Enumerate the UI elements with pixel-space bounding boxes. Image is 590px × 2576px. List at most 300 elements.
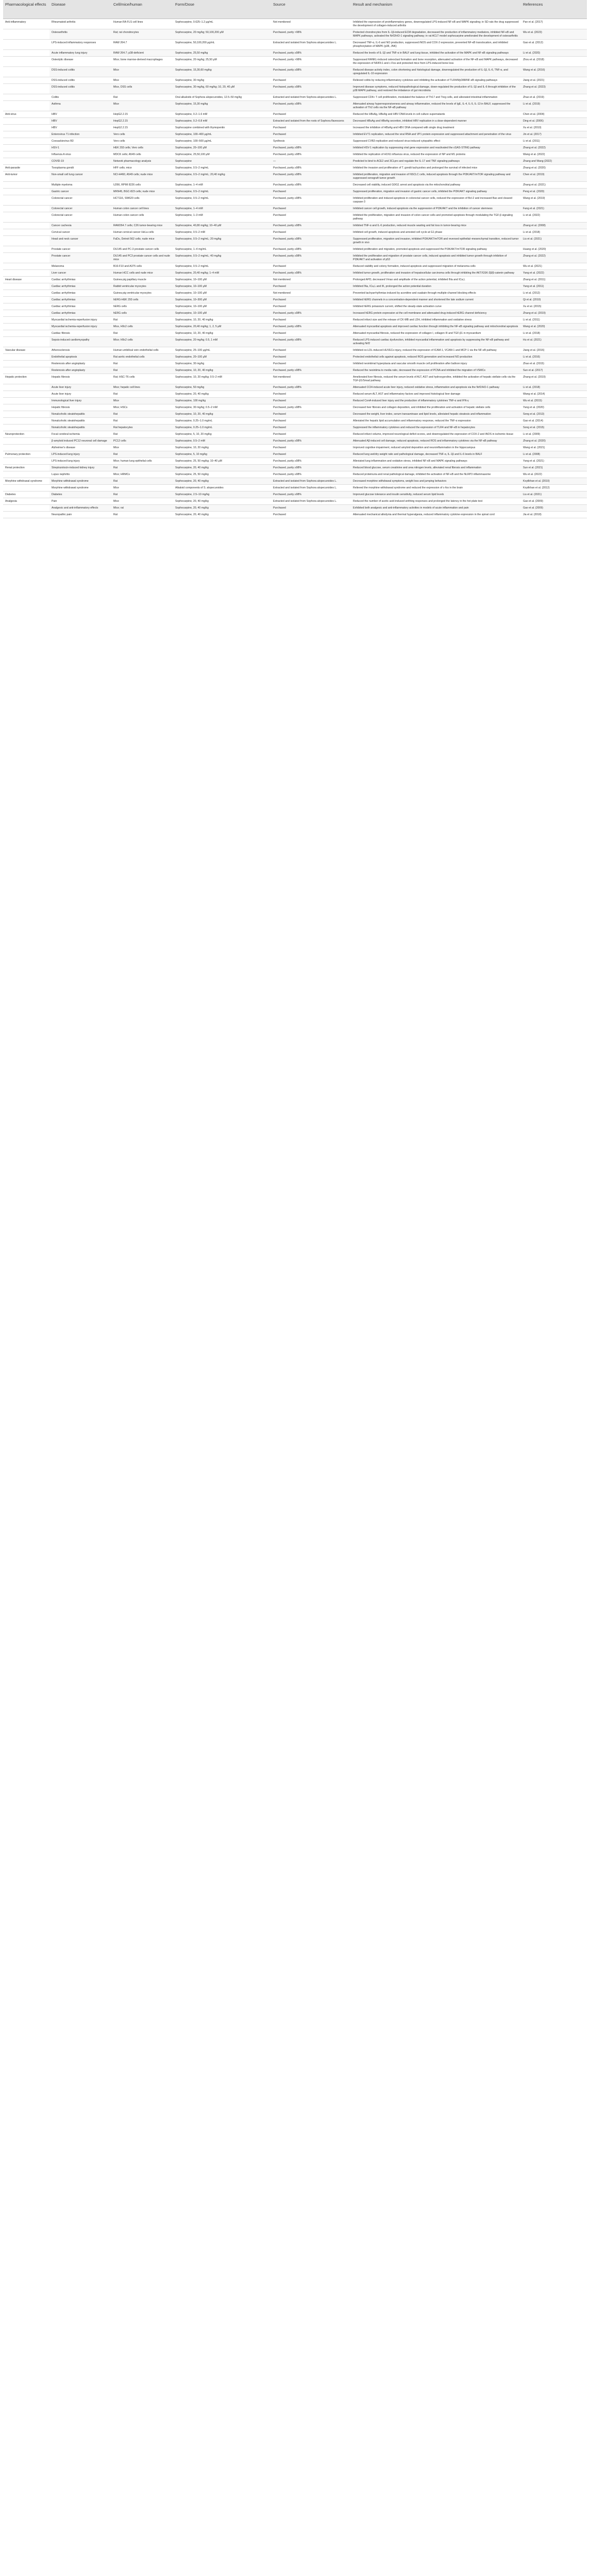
table-cell: Extracted and isolated from Sophora alopecuroides L. [271,485,351,492]
table-cell: Koyilkhan et al. (2012) [521,485,587,492]
table-cell: LPS-induced lung injury [49,451,111,458]
table-cell: Qi et al. (2010) [521,297,587,303]
table-cell: Sophocarpine, 25,50 mg/kg [173,50,271,57]
table-cell: Rat [111,367,173,374]
table-cell: Inhibited the replication of H1N1 influenza virus, reduced the expression of NP and M1 proteins [351,151,521,158]
table-cell: Yang et al. (2021) [521,458,587,465]
table-cell: Toxoplasma gondii [49,165,111,172]
table-row [3,485,587,492]
table-cell: Sophocarpine, 10, 20 mg/kg [173,445,271,451]
table-row [3,310,587,317]
table-cell [3,367,49,374]
table-row [3,246,587,253]
table-cell: Atherosclerosis [49,347,111,354]
table-cell: Rat [111,465,173,471]
table-row [3,391,587,398]
table-row [3,189,587,195]
table-cell: Sophocarpine, 0.5–2 mg/mL [173,165,271,172]
table-row [3,438,587,445]
table-cell: Purchased [271,425,351,431]
table-cell: Zhang et al. (2023) [521,84,587,94]
table-cell: Prostate cancer [49,253,111,263]
table-cell: Zhao et al. (2019) [521,94,587,101]
table-cell: Vero cells [111,138,173,145]
table-cell: Jiang et al. (2016) [521,347,587,354]
table-cell: Purchased [271,111,351,118]
table-cell: Purchased, purity ≥98% [271,223,351,229]
table-cell: Not mentioned [271,277,351,283]
table-cell: Mice [111,101,173,111]
table-cell: Purchased [271,398,351,404]
table-cell [3,425,49,431]
table-cell: Prostate cancer [49,246,111,253]
table-cell: Purchased [271,330,351,337]
table-cell: Suppressed CVB3 replication and reduced virus-induced cytopathic effect [351,138,521,145]
table-cell: Sophocarpine, 0.5–2 mg/mL [173,263,271,270]
table-cell: Gao et al. (2014) [521,418,587,425]
table-row [3,138,587,145]
table-cell: HEK 293 cells; Vero cells [111,145,173,151]
table-cell [3,195,49,206]
table-cell [3,303,49,310]
table-cell: Purchased [271,445,351,451]
table-cell: Inhibited tumor growth, proliferation and invasion of hepatocellular carcinoma cells through inhibiting the AKT/GSK-3β/β-catenin pathway [351,270,521,277]
table-cell: Extracted and isolated from the roots of Sophora flavescens [271,118,351,125]
header-cell: Disease [49,0,111,19]
table-row [3,418,587,425]
table-cell: Sophocarpine, 1–4 mg/mL [173,246,271,253]
table-cell: HBV [49,111,111,118]
table-row [3,158,587,165]
table-cell: Restenosis after angioplasty [49,361,111,367]
table-cell: Protected chondrocytes from IL-1β-induced ECM degradation, decreased the production of inflammatory mediators, inhibited NF-κB and MAPK pathways, activated the Nrf2/HO-1 signaling pathway; in rat ACLT model sophocarpine ameliorated the development of osteoarthritis [351,29,521,40]
table-cell: Cardiac fibrosis [49,330,111,337]
table-row [3,445,587,451]
table-cell: Ameliorated liver fibrosis, reduced the serum levels of ALT, AST and hydroxyproline, inhibited the activation of hepatic stellate cells via the TGF-β1/Smad pathway [351,374,521,384]
table-cell: Wang et al. (2014) [521,391,587,398]
table-cell: Wu et al. (2021) [521,263,587,270]
table-cell: LPS-induced lung injury [49,458,111,465]
table-row [3,297,587,303]
table-cell [3,458,49,465]
table-cell: Non-small cell lung cancer [49,172,111,182]
table-cell: Li et al. (2016) [521,354,587,361]
table-cell: Sophocarpine, 30 mg/kg [173,361,271,367]
table-cell: Sophocarpine, 20, 40 mg/kg [173,505,271,512]
table-cell: Osteoarthritis [49,29,111,40]
table-cell: Osteolytic disease [49,57,111,67]
table-cell: Diabetes [3,492,49,498]
table-cell: HepG2.2.15 [111,125,173,131]
table-row [3,253,587,263]
table-row [3,277,587,283]
table-cell: Mice [111,77,173,84]
table-cell: Not mentioned [271,19,351,29]
table-cell: Sophocarpine, 0.5–2 mg/mL; 40 mg/kg [173,253,271,263]
table-row [3,498,587,505]
table-cell: Streptozotocin-induced kidney injury [49,465,111,471]
table-cell: DU145 and PC3 prostate cancer cells and nude mice [111,253,173,263]
table-cell: Purchased, purity ≥98% [271,50,351,57]
table-cell [3,223,49,229]
table-cell: Purchased [271,411,351,418]
table-cell: Acute inflammatory lung injury [49,50,111,57]
table-cell: Reduced infarct volume, improved neurological deficit scores, and downregulated the expression of COX-2 and iNOS in ischemic tissue [351,431,521,438]
table-cell: Purchased, purity ≥98% [271,471,351,478]
table-cell: Purchased, purity >98% [271,57,351,67]
table-cell: Analgesic and anti-inflammatory effects [49,505,111,512]
table-cell: Morphine withdrawal syndrome [49,478,111,485]
table-cell: Alleviated lung inflammation and oxidative stress, inhibited NF-κB and MAPK signaling pathways [351,458,521,465]
table-cell: Not mentioned [271,290,351,297]
table-cell: Yang et al. (2011) [521,283,587,290]
table-cell: Purchased, purity ≥98% [271,165,351,172]
table-cell: Purchased [271,297,351,303]
table-cell: Sophocarpine, 30 mg/kg [173,77,271,84]
table-cell: Inhibited ox-LDL-induced HUVECs injury, reduced the expression of ICAM-1, VCAM-1 and MCP-1 via the NF-κB pathway [351,347,521,354]
table-cell: Prevented tachyarrhythmias induced by aconitine and ouabain through multiple-channel blocking effects [351,290,521,297]
table-cell: RAW264.7 cells; C26 tumor-bearing mice [111,223,173,229]
table-cell: Rat [111,411,173,418]
table-cell: Ding et al. (2006) [521,118,587,125]
table-cell [3,411,49,418]
table-cell: Purchased [271,212,351,223]
table-cell: HBV [49,125,111,131]
table-cell: Mice; hepatic cell lines [111,384,173,391]
table-cell: Jin et al. (2017) [521,131,587,138]
table-cell: MKN45, BGC-823 cells; nude mice [111,189,173,195]
table-cell: Suppressed RANKL-induced osteoclast formation and bone resorption, attenuated activation of the NF-κB and MAPK pathways, decreased the expression of NFATc1 and c-Fos and protected mice from LPS-induced bone loss [351,57,521,67]
table-cell: U266, RPMI 8226 cells [111,182,173,189]
table-cell: Vascular disease [3,347,49,354]
table-cell [3,471,49,478]
table-cell: Sophocarpine, 10, 20, 40 mg/kg [173,367,271,374]
table-row [3,236,587,246]
table-cell [3,158,49,165]
table-cell: Anti-tumor [3,172,49,182]
table-cell: Reduced proteinuria and renal pathological damage, inhibited the activation of NF-κB and the NLRP3 inflammasome [351,471,521,478]
table-cell: Purchased, purity ≥98% [271,465,351,471]
table-cell: Zhang et al. (2008) [521,223,587,229]
table-cell: Li et al. (2011) [521,317,587,324]
table-cell: Purchased, purity ≥98% [271,182,351,189]
table-cell [3,125,49,131]
table-cell: Attenuated myocardial fibrosis, reduced the expression of collagen I, collagen III and TGF-β1 in myocardium [351,330,521,337]
table-cell [3,290,49,297]
table-cell: Cardiac arrhythmias [49,297,111,303]
table-cell: Inhibited EV71 replication, reduced the viral RNA and VP1 protein expression and suppressed attachment and penetration of the virus [351,131,521,138]
table-cell: Nonalcoholic steatohepatitis [49,411,111,418]
table-cell: Sophocarpine, 10–100 μM [173,303,271,310]
table-cell: Li et al. (2009) [521,431,587,438]
table-cell: Purchased [271,354,351,361]
table-cell: Sophocarpine, 20 mg/kg; 0.5, 1 mM [173,337,271,347]
table-cell: Analgesia [3,498,49,505]
table-cell: Purchased, purity ≥98% [271,367,351,374]
table-cell: MDCK cells; A549 cells [111,151,173,158]
table-row [3,384,587,391]
table-row [3,337,587,347]
table-cell: PC12 cells [111,438,173,445]
table-cell [3,445,49,451]
table-cell: Purchased [271,505,351,512]
table-row [3,361,587,367]
table-cell: Suppressed the inflammatory cytokines and reduced the expression of TLR4 and NF-κB in hepatocytes [351,425,521,431]
table-row [3,283,587,290]
table-cell: Human umbilical vein endothelial cells [111,347,173,354]
table-cell: Increased hERG protein expression at the cell membrane and attenuated drug-induced hERG channel deficiency [351,310,521,317]
table-cell: HepG2.2.15 [111,111,173,118]
table-cell: Human colon cancer cell lines [111,206,173,212]
table-cell: Zhang and Wang (2022) [521,158,587,165]
table-row [3,101,587,111]
table-row [3,425,587,431]
table-cell: Purchased, purity ≥98% [271,246,351,253]
table-cell: Purchased [271,317,351,324]
table-cell: Inhibited neointimal hyperplasia and vascular smooth muscle cell proliferation after balloon injury [351,361,521,367]
table-cell: Rat; rat chondrocytes [111,29,173,40]
table-cell: Relieved colitis by reducing inflammatory cytokines and inhibiting the activation of TLR4/MyD88/NF-κB signaling pathways [351,77,521,84]
table-cell: Inhibited hERG channels in a concentration-dependent manner and shortened the late sodium current [351,297,521,303]
table-cell: Exhibited both analgesic and anti-inflammatory activities in models of acute inflammation and pain [351,505,521,512]
table-cell: Purchased [271,131,351,138]
table-cell: Sophocarpine, 100–500 μg/mL [173,138,271,145]
table-row [3,290,587,297]
table-cell [3,297,49,303]
table-row [3,172,587,182]
table-cell: Alkaloid components of S. alopecuroides [173,485,271,492]
table-cell: Rheumatoid arthritis [49,19,111,29]
table-cell: Reduced the number of acetic acid-induced writhing responses and prolonged the latency in the hot plate test [351,498,521,505]
table-cell [3,418,49,425]
table-cell: Inhibited the expression of proinflammatory genes, downregulated LPS-induced NF-κB and MAPK signaling; in SD rats the drug suppressed the development of collagen-induced arthritis [351,19,521,29]
table-cell [3,101,49,111]
table-row [3,374,587,384]
table-cell: Mice; rat [111,505,173,512]
table-cell: RAW 264.7 [111,40,173,50]
table-cell: Liu et al. (2021) [521,236,587,246]
table-cell: Sophocarpine, 5, 10 mg/kg [173,451,271,458]
table-row [3,195,587,206]
table-cell: Improved cognitive impairment, reduced amyloid deposition and neuroinflammation in the hippocampus [351,445,521,451]
header-cell: Pharmacological effects [3,0,49,19]
table-cell: Sophocarpine, 20, 40 mg/kg [173,478,271,485]
table-cell: Sophocarpine, 100–400 μg/mL [173,131,271,138]
table-cell: Sophocarpine combined with thymopentin [173,125,271,131]
table-cell: Zhang et al. (2011) [521,277,587,283]
table-cell: Purchased [271,347,351,354]
table-cell: Reduced infarct size and the release of CK-MB and LDH, inhibited inflammation and oxidative stress [351,317,521,324]
table-cell: Pulmonary protection [3,451,49,458]
table-cell: Sophocarpine, 20,40 mg/kg; 1, 2, 5 μM [173,324,271,330]
table-cell: Wang et al. (2022) [521,151,587,158]
table-cell: Human cervical cancer HeLa cells [111,229,173,236]
table-cell: Colorectal cancer [49,195,111,206]
table-cell: Xu et al. (2010) [521,125,587,131]
table-cell: Mice; HSCs [111,404,173,411]
table-cell [3,131,49,138]
table-cell: Purchased, purity ≥98% [271,492,351,498]
table-cell: Oral alkaloids of Sophora alopecuroides, 12.5–50 mg/kg [173,94,271,101]
table-cell: Sophocarpine, 5, 10, 20 mg/kg [173,431,271,438]
table-cell [3,50,49,57]
table-cell: Cardiac arrhythmias [49,310,111,317]
table-cell: LPS-induced inflammatory responses [49,40,111,50]
table-cell: Renal protection [3,465,49,471]
table-cell: Purchased [271,512,351,518]
table-cell: Pain [49,498,111,505]
table-row [3,94,587,101]
table-cell: Mice; H9c2 cells [111,337,173,347]
table-cell [3,77,49,84]
table-cell: Restenosis after angioplasty [49,367,111,374]
table-cell: Jiang et al. (2021) [521,77,587,84]
table-cell [3,212,49,223]
table-cell: Wu et al. (2023) [521,29,587,40]
table-cell: Gao et al. (2009) [521,498,587,505]
table-cell: Influenza A virus [49,151,111,158]
table-cell: Suppressed proliferation, migration and invasion, inhibited PI3K/AKT/mTOR and reversed epithelial–mesenchymal transition, reduced tumor growth in vivo [351,236,521,246]
table-cell [3,398,49,404]
table-cell: Gao et al. (2009) [521,505,587,512]
table-row [3,165,587,172]
table-cell: Anti-virus [3,111,49,118]
table-cell: Purchased [271,361,351,367]
table-cell: Prolonged APD, decreased Vmax and amplitude of the action potential, inhibited INa and ICa,L [351,277,521,283]
table-cell: Sophocarpine, 20, 40 mg/kg [173,465,271,471]
table-cell [3,94,49,101]
table-cell: FaDu, Detroit 562 cells; nude mice [111,236,173,246]
table-cell [3,404,49,411]
table-cell: Neuropathic pain [49,512,111,518]
table-row [3,29,587,40]
table-header [3,0,587,19]
table-cell: Improved glucose tolerance and insulin sensitivity, reduced serum lipid levels [351,492,521,498]
table-cell: Cardiac arrhythmias [49,277,111,283]
table-cell: Hepatic protection [3,374,49,384]
table-cell: Coxsackievirus B3 [49,138,111,145]
table-cell: Decreased cell viability, induced G0/G1 arrest and apoptosis via the mitochondrial pathway [351,182,521,189]
header-cell: References [521,0,587,19]
table-row [3,145,587,151]
table-cell [3,206,49,212]
table-cell: Purchased, purity ≥98% [271,337,351,347]
table-cell [3,324,49,330]
table-cell: Purchased, purity ≥98% [271,151,351,158]
table-cell: Extracted and isolated from Sophora alopecuroides L. [271,478,351,485]
table-cell: Vero cells [111,131,173,138]
table-cell: Sophocarpine, 0.2–1.6 mM [173,111,271,118]
table-cell: Purchased, purity ≥98% [271,270,351,277]
table-cell: Attenuated mechanical allodynia and thermal hyperalgesia, reduced inflammatory cytokine expression in the spinal cord [351,512,521,518]
table-cell: Sophocarpine, 10, 20, 40 mg/kg [173,317,271,324]
table-cell: Inhibited the invasion and proliferation of T. gondii tachyzoites and prolonged the survival of infected mice [351,165,521,172]
table-cell [3,40,49,50]
table-cell: Hepatic fibrosis [49,404,111,411]
pharmacology-table [3,0,587,518]
table-cell: HBV [49,118,111,125]
table-cell: Inhibited proliferation, migration and invasion of NSCLC cells, induced apoptosis through the PI3K/AKT/mTOR signaling pathway and suppressed xenograft tumor growth [351,172,521,182]
table-cell [3,145,49,151]
table-cell: Inhibited HSV-1 replication by suppressing viral gene expression and reactivated the cGAS-STING pathway [351,145,521,151]
table-row [3,77,587,84]
table-cell: Reduced serum ALT, AST and inflammatory factors and improved histological liver damage [351,391,521,398]
table-row [3,451,587,458]
table-cell: Cardiac arrhythmias [49,290,111,297]
table-row [3,84,587,94]
table-cell [3,330,49,337]
table-cell: Zhang et al. (2020) [521,438,587,445]
table-cell [3,151,49,158]
table-cell: Purchased [271,229,351,236]
table-cell [3,270,49,277]
table-row [3,270,587,277]
table-cell: Sophocarpine, 10–100 μM [173,290,271,297]
table-cell [3,485,49,492]
header-row [3,0,587,19]
table-cell [3,283,49,290]
table-cell: Diabetes [49,492,111,498]
table-cell: Colitis [49,94,111,101]
table-cell: Sophocarpine, 20, 40 mg/kg [173,391,271,398]
table-cell: Rat aortic endothelial cells [111,354,173,361]
table-cell: Sophocarpine, 1–4 mM [173,182,271,189]
table-cell: Purchased, purity ≥98% [271,84,351,94]
table-cell: Sophocarpine, 2.5–10 mg/kg [173,492,271,498]
table-cell: HSV-1 [49,145,111,151]
table-body [3,19,587,518]
table-cell: Protected endothelial cells against apoptosis, reduced ROS generation and increased NO production [351,354,521,361]
table-row [3,263,587,270]
table-cell: Mice [111,485,173,492]
table-cell: Network pharmacology analysis [111,158,173,165]
table-cell [3,29,49,40]
table-cell: Sophocarpine, 0.5–2 mg/mL; 20,40 mg/kg [173,172,271,182]
table-cell: Sophocarpine, 10, 20, 40 mg/kg [173,330,271,337]
table-cell: Reduced viability and colony formation, induced apoptosis and suppressed migration of melanoma cells [351,263,521,270]
table-cell: Inhibited the proliferation and migration of prostate cancer cells, induced apoptosis and inhibited tumor growth through inhibition of PI3K/AKT and activation of p53 [351,253,521,263]
table-cell: Sophocarpine, 30 mg/kg; 0.5–2 mM [173,404,271,411]
table-cell: Cardiac arrhythmias [49,283,111,290]
table-row [3,50,587,57]
table-cell: Sophocarpine, 50,100,200 μg/mL [173,40,271,50]
table-cell [3,391,49,398]
table-cell: Multiple myeloma [49,182,111,189]
table-cell: Wang et al. (2016) [521,67,587,77]
table-cell: Human HCC cells and nude mice [111,270,173,277]
table-cell: Reduced blood glucose, serum creatinine and urea nitrogen levels, alleviated renal fibrosis and inflammation [351,465,521,471]
table-cell: Colorectal cancer [49,206,111,212]
table-cell: Inhibited cell growth, induced apoptosis and arrested cell cycle at G1 phase [351,229,521,236]
table-cell: Melanoma [49,263,111,270]
table-cell: Reduced the HBsAg, HBeAg and HBV DNA levels in cell culture supernatants [351,111,521,118]
table-cell [3,236,49,246]
table-cell: Wu et al. (2022) [521,471,587,478]
table-cell: Suppressed proliferation, migration and invasion of gastric cancer cells, inhibited the PI3K/AKT signaling pathway [351,189,521,195]
table-row [3,67,587,77]
table-cell: Increased the inhibition of HBsAg and HBV DNA compared with single drug treatment [351,125,521,131]
table-row [3,151,587,158]
table-cell: Purchased, purity ≥98% [271,404,351,411]
table-cell: Koyilkhan et al. (2010) [521,478,587,485]
table-cell: Wang et al. (2021) [521,445,587,451]
table-cell: B16-F10 and A375 cells [111,263,173,270]
table-cell: Extracted and isolated from Sophora alopecuroides L. [271,94,351,101]
table-cell: hERG-HEK 293 cells [111,297,173,303]
table-cell: Mice; human lung epithelial cells [111,458,173,465]
table-cell: Li et al. (2018) [521,384,587,391]
table-cell: Sophocarpine, 25,50,100 μM [173,151,271,158]
